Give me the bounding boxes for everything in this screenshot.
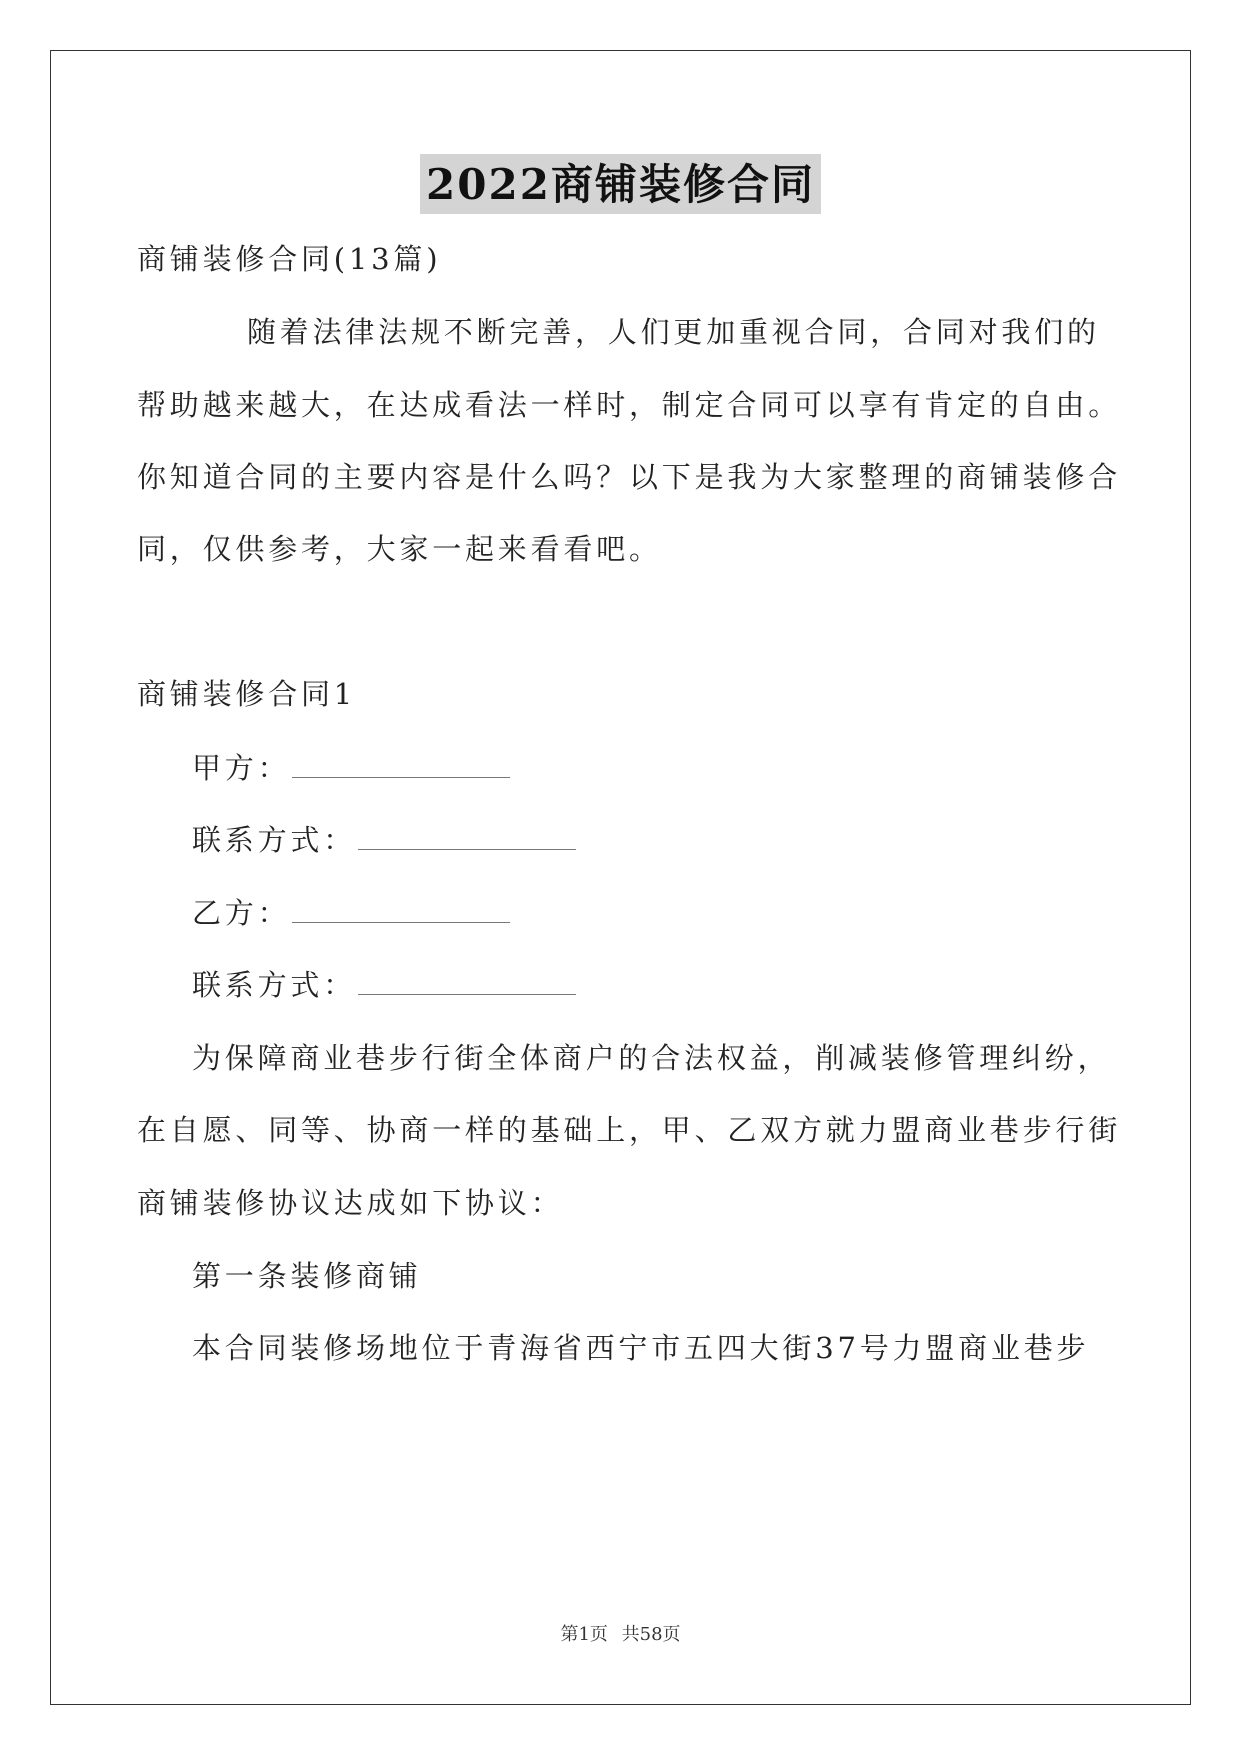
intro-line-4: 同，仅供参考，大家一起来看看吧。: [137, 532, 662, 566]
party-b-contact-row: [192, 965, 576, 1005]
page-number-current: 第1页: [560, 1624, 608, 1645]
document-subtitle: 商铺装修合同(13篇): [137, 242, 442, 276]
party-b-label: 乙方：: [192, 896, 291, 930]
party-a-contact-blank: [358, 825, 576, 850]
party-a-contact-row: [192, 820, 576, 860]
party-b-contact-blank: [358, 970, 576, 995]
party-a-contact-label: 联系方式：: [192, 823, 357, 857]
party-b-contact-label: 联系方式：: [192, 968, 357, 1002]
intro-line-1: 随着法律法规不断完善，人们更加重视合同，合同对我们的: [247, 315, 1100, 349]
article-1-text: 本合同装修场地位于青海省西宁市五四大街37号力盟商业巷步: [192, 1331, 1090, 1365]
intro-line-2: 帮助越来越大，在达成看法一样时，制定合同可以享有肯定的自由。: [137, 388, 1122, 422]
party-a-label: 甲方：: [192, 751, 291, 785]
intro-line-3: 你知道合同的主要内容是什么吗？以下是我为大家整理的商铺装修合: [137, 460, 1122, 494]
document-title: 2022商铺装修合同: [420, 154, 821, 214]
party-a-blank: [292, 753, 510, 778]
page-footer: [0, 1620, 1241, 1646]
page-border: [50, 50, 1191, 1705]
section-heading: 商铺装修合同1: [137, 677, 357, 711]
party-b-blank: [292, 898, 510, 923]
purpose-line-2: 在自愿、同等、协商一样的基础上，甲、乙双方就力盟商业巷步行街: [137, 1113, 1122, 1147]
article-1-heading: 第一条装修商铺: [192, 1259, 422, 1293]
purpose-line-3: 商铺装修协议达成如下协议：: [137, 1186, 564, 1220]
title-container: [0, 154, 1241, 214]
purpose-line-1: 为保障商业巷步行街全体商户的合法权益，削减装修管理纠纷，: [192, 1041, 1111, 1075]
party-b-row: [192, 893, 510, 933]
party-a-row: [192, 748, 510, 788]
page-number-total: 共58页: [621, 1624, 681, 1645]
